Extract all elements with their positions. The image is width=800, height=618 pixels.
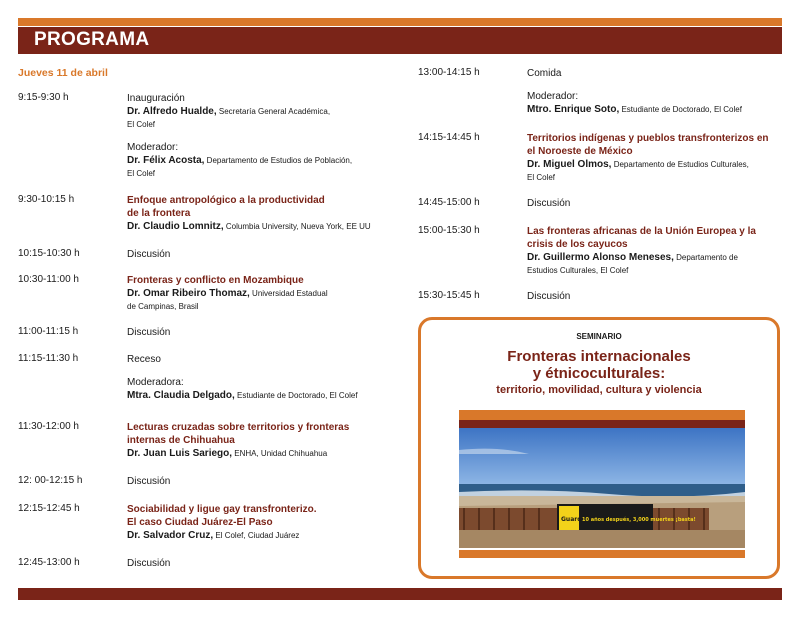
schedule-text: Moderador: [527, 91, 579, 102]
schedule-content [527, 197, 570, 210]
talk-title: Sociabilidad y ligue gay transfronterizo. [127, 504, 317, 515]
seminar-title-line-1: Fronteras internacionales [507, 348, 691, 365]
speaker-name: Dr. Claudio Lomnitz, [127, 221, 224, 232]
border-photo-illustration [459, 428, 745, 548]
speaker-name: Dr. Omar Ribeiro Thomaz, [127, 288, 250, 299]
talk-title: el Noroeste de México [527, 146, 633, 157]
speaker-line [527, 158, 769, 171]
speaker-name: Dr. Juan Luis Sariego, [127, 448, 233, 459]
schedule-time: 14:15-14:45 h [418, 132, 480, 143]
schedule-text: Comida [527, 68, 562, 79]
seminar-title-line-2: y étnicoculturales: [532, 365, 666, 382]
speaker-name: Dr. Alfredo Hualde, [127, 106, 217, 117]
schedule-content [527, 67, 742, 116]
talk-title: El caso Ciudad Juárez-El Paso [127, 517, 273, 528]
schedule-content [527, 132, 769, 184]
speaker-affiliation: El Colef [127, 120, 156, 129]
schedule-time: 13:00-14:15 h [418, 67, 480, 78]
border-fence-photo [459, 428, 745, 548]
talk-title: de la frontera [127, 208, 191, 219]
schedule-text: Discusión [127, 558, 171, 569]
speaker-affiliation: Departamento de Estudios Culturales, [611, 160, 749, 169]
speaker-line [127, 447, 349, 460]
schedule-content [127, 475, 170, 488]
schedule-text: Discusión [127, 249, 171, 260]
speaker-line [127, 154, 352, 167]
speaker-affiliation: Estudios Culturales, El Colef [527, 266, 629, 275]
schedule-text: Discusión [127, 476, 171, 487]
schedule-text: Discusión [527, 291, 571, 302]
talk-title: Enfoque antropológico a la productividad [127, 195, 325, 206]
speaker-line [527, 251, 756, 264]
schedule-content [127, 248, 170, 261]
speaker-name: Dr. Guillermo Alonso Meneses, [527, 252, 674, 263]
schedule-time: 12:15-12:45 h [18, 503, 80, 514]
seminar-subtitle: territorio, movilidad, cultura y violencia [496, 384, 702, 396]
photo-bottom-bar [459, 550, 745, 558]
schedule-text: Moderador: [127, 142, 179, 153]
speaker-name: Mtra. Claudia Delgado, [127, 390, 235, 401]
schedule-text: Inauguración [127, 93, 185, 104]
talk-title: Fronteras y conflicto en Mozambique [127, 275, 304, 286]
talk-title: crisis de los cayucos [527, 239, 628, 250]
speaker-affiliation: Departamento de Estudios de Población, [204, 156, 353, 165]
seminar-label: SEMINARIO [576, 332, 622, 341]
talk-title: Las fronteras africanas de la Unión Europea y la [527, 226, 756, 237]
seminar-box [418, 317, 780, 579]
speaker-name: Dr. Félix Acosta, [127, 155, 205, 166]
schedule-text: Discusión [127, 327, 171, 338]
speaker-name: Dr. Miguel Olmos, [527, 159, 612, 170]
page-header [18, 27, 782, 54]
speaker-affiliation: Columbia University, Nueva York, EE UU [223, 222, 371, 231]
speaker-name: Dr. Salvador Cruz, [127, 530, 214, 541]
schedule-time: 11:15-11:30 h [18, 353, 79, 364]
schedule-time: 9:30-10:15 h [18, 194, 75, 205]
speaker-line [127, 287, 328, 300]
schedule-content [127, 326, 170, 339]
day-heading: Jueves 11 de abril [18, 67, 108, 79]
schedule-time: 11:30-12:00 h [18, 421, 79, 432]
speaker-affiliation: El Colef [527, 173, 556, 182]
page-title: PROGRAMA [34, 29, 150, 50]
speaker-affiliation: El Colef, Ciudad Juárez [213, 531, 300, 540]
schedule-time: 10:15-10:30 h [18, 248, 80, 259]
talk-title: internas de Chihuahua [127, 435, 235, 446]
schedule-content [127, 92, 352, 180]
schedule-time: 10:30-11:00 h [18, 274, 79, 285]
speaker-affiliation: de Campinas, Brasil [127, 302, 199, 311]
speaker-affiliation: ENHA, Unidad Chihuahua [232, 449, 328, 458]
photo-brand-bar [459, 420, 745, 428]
footer-bar [18, 588, 782, 600]
schedule-time: 15:00-15:30 h [418, 225, 480, 236]
talk-title: Lecturas cruzadas sobre territorios y fronteras [127, 422, 350, 433]
speaker-affiliation: Estudiante de Doctorado, El Colef [619, 105, 742, 114]
schedule-time: 12:45-13:00 h [18, 557, 80, 568]
speaker-affiliation: Departamento de [673, 253, 738, 262]
schedule-content [527, 290, 570, 303]
schedule-time: 9:15-9:30 h [18, 92, 69, 103]
schedule-text: Receso [127, 354, 161, 365]
speaker-affiliation: El Colef [127, 169, 156, 178]
seminar-title [421, 348, 777, 382]
schedule-content [127, 503, 316, 542]
talk-title: Territorios indígenas y pueblos transfronterizos en [527, 133, 769, 144]
schedule-content [127, 421, 349, 460]
speaker-line [127, 105, 352, 118]
speaker-affiliation: Universidad Estadual [249, 289, 328, 298]
speaker-line [527, 103, 742, 116]
photo-accent-bar [459, 410, 745, 420]
schedule-time: 14:45-15:00 h [418, 197, 480, 208]
header-accent-bar [18, 18, 782, 26]
speaker-affiliation: Secretaría General Académica, [216, 107, 331, 116]
schedule-content [127, 274, 328, 313]
schedule-content [527, 225, 756, 277]
schedule-time: 11:00-11:15 h [18, 326, 79, 337]
speaker-name: Mtro. Enrique Soto, [527, 104, 620, 115]
banner-text-2: 10 años después, 3,000 muertes ¡basta! [582, 517, 696, 523]
schedule-time: 12: 00-12:15 h [18, 475, 83, 486]
schedule-text: Discusión [527, 198, 571, 209]
schedule-content [127, 194, 371, 233]
speaker-line [127, 389, 358, 402]
speaker-line [127, 220, 371, 233]
schedule-content [127, 353, 358, 402]
schedule-text: Moderadora: [127, 377, 184, 388]
schedule-content [127, 557, 170, 570]
banner-text-1: Guardián [561, 516, 592, 523]
schedule-time: 15:30-15:45 h [418, 290, 480, 301]
speaker-affiliation: Estudiante de Doctorado, El Colef [234, 391, 358, 400]
speaker-line [127, 529, 316, 542]
